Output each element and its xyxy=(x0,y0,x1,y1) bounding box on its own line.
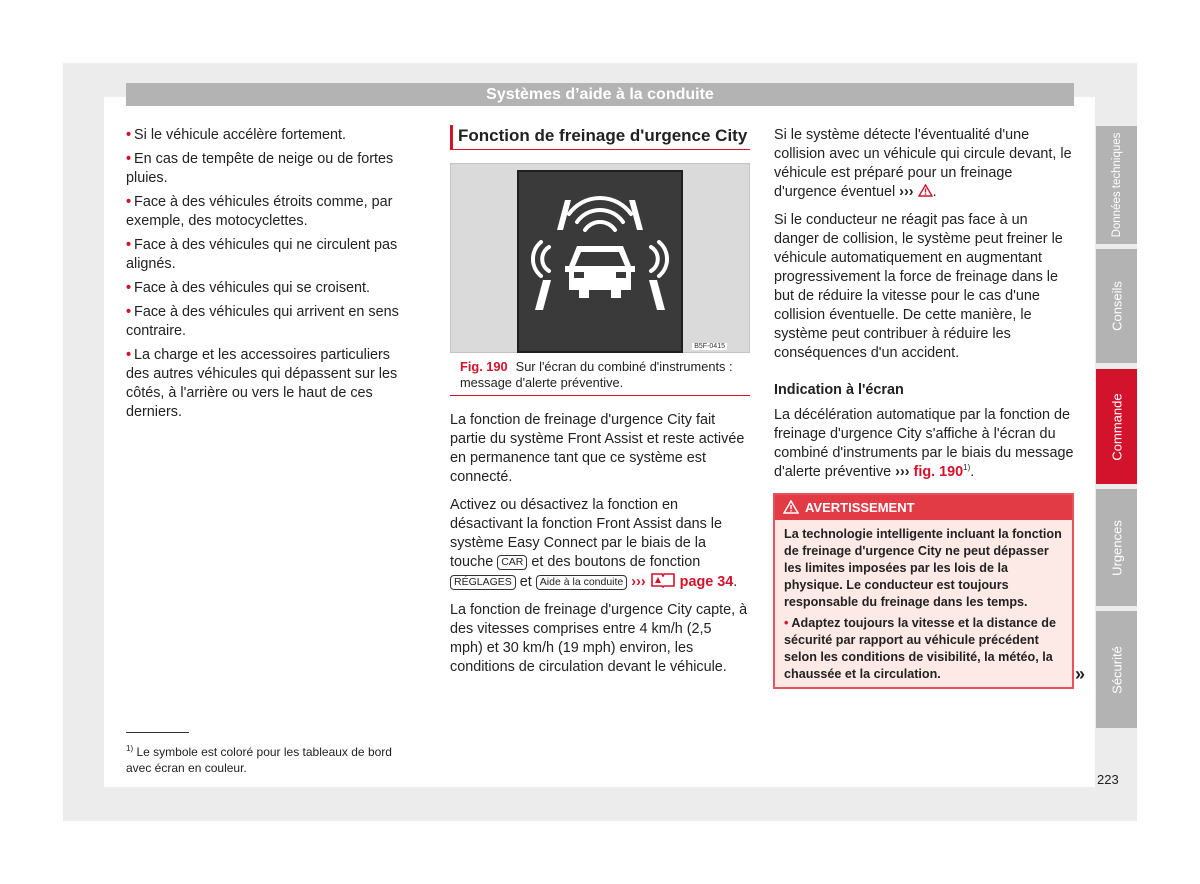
warning-triangle-icon xyxy=(918,184,933,197)
section-body xyxy=(450,411,748,686)
page-reference-link[interactable]: page 34 xyxy=(679,574,734,590)
warning-body xyxy=(775,520,1072,683)
tab-conseils[interactable]: Conseils xyxy=(1096,249,1137,363)
continue-icon: » xyxy=(1075,664,1086,684)
list-item: • La charge et les accessoires particuliers des autres véhicules qui dépassent sur les côtés, à l'arrière ou vers le haut de ces derniers. xyxy=(126,347,398,420)
warning-box xyxy=(773,493,1074,689)
city-emergency-brake-icon xyxy=(519,172,681,351)
figure-190 xyxy=(450,163,750,353)
footnote: $^{1)}$ Le symbole est coloré pour les tableaux de bord avec écran en couleur. xyxy=(126,744,392,775)
paragraph: Activez ou désactivez la fonction en désactivant la fonction Front Assist dans le système Easy Connect par le biais de la touche CAR et des boutons de fonction RÉGLAGES et Aide à la conduite ››› page 34. xyxy=(450,497,738,590)
list-item: • Face à des véhicules qui ne circulent pas alignés. xyxy=(126,237,398,272)
tab-commande[interactable]: Commande xyxy=(1096,369,1137,484)
tab-urgences[interactable]: Urgences xyxy=(1096,489,1137,606)
tab-donnees-techniques[interactable]: Données techniques xyxy=(1096,126,1137,244)
list-item: • En cas de tempête de neige ou de fortes pluies. xyxy=(126,151,394,186)
footnote-divider xyxy=(126,732,189,733)
bullet-icon: • xyxy=(126,304,132,320)
paragraph: La fonction de freinage d'urgence City capte, à des vitesses comprises entre 4 km/h (2,5 mph) et 30 km/h (19 mph) environ, les conditions de circulation devant le véhicule. xyxy=(450,602,748,675)
subheading: Indication à l'écran xyxy=(774,382,904,398)
bullet-icon: • xyxy=(126,127,132,143)
figure-reference-link[interactable]: fig. 190 xyxy=(913,464,964,480)
chapter-header: Systèmes d’aide à la conduite xyxy=(126,83,1074,106)
figure-caption: Fig. 190 Sur l'écran du combiné d'instruments : message d'alerte préventive. xyxy=(450,353,750,396)
reglages-key: RÉGLAGES xyxy=(450,575,516,590)
book-warning-icon xyxy=(650,572,676,588)
list-item: • Face à des véhicules qui se croisent. xyxy=(126,280,371,296)
column-3 xyxy=(774,126,1074,491)
paragraph: Si le système détecte l'éventualité d'une collision avec un véhicule qui circule devant, le véhicule est préparé pour un freinage d'urgence éventuel ››› . xyxy=(774,127,1072,200)
bullet-icon: • xyxy=(784,616,789,630)
list-item: • Face à des véhicules étroits comme, par exemple, des motocyclettes. xyxy=(126,194,393,229)
bullet-icon: • xyxy=(126,151,132,167)
bullet-icon: • xyxy=(126,194,132,210)
bullet-icon: • xyxy=(126,347,132,363)
warning-paragraph: La technologie intelligente incluant la fonction de freinage d'urgence City ne peut dépasser les limites imposées par les lois de la physique. Le conducteur est toujours responsable du freinage dans les temps. xyxy=(784,527,1062,609)
warning-triangle-icon xyxy=(783,500,799,514)
bullet-icon: • xyxy=(126,237,132,253)
warning-header: AVERTISSEMENT xyxy=(775,495,1072,520)
title-divider xyxy=(450,149,750,150)
reference-arrows: ››› xyxy=(895,464,910,480)
bullet-list xyxy=(126,126,410,427)
list-item: • Face à des véhicules qui arrivent en sens contraire. xyxy=(126,304,399,339)
figure-label: Fig. 190 xyxy=(460,359,508,374)
paragraph: Si le conducteur ne réagit pas face à un danger de collision, le système peut freiner le véhicule automatiquement en augmentant progressivement la force de freinage dans le but de réduire la vitesse pour le cas d'une collision éventuelle. De cette manière, le système peut contribuer à réduire les conséquences d'un accident. xyxy=(774,212,1063,361)
reference-arrows: ››› xyxy=(899,184,914,200)
reference-arrows: ››› xyxy=(631,574,646,590)
instrument-display xyxy=(517,170,683,353)
aide-conduite-key: Aide à la conduite xyxy=(536,575,627,590)
tab-securite[interactable]: Sécurité xyxy=(1096,611,1137,728)
bullet-icon: • xyxy=(126,280,132,296)
warning-paragraph: • Adaptez toujours la vitesse et la distance de sécurité par rapport au véhicule précédent selon les conditions de visibilité, la météo, la chaussée et la circulation. xyxy=(784,616,1056,681)
figure-code: B5F-0415 xyxy=(694,343,725,350)
list-item: • Si le véhicule accélère fortement. xyxy=(126,127,347,143)
paragraph: La décélération automatique par la fonction de freinage d'urgence City s'affiche à l'écran du combiné d'instruments par le biais du message d'alerte préventive ››› fig. 190$^{1)}$. xyxy=(774,407,1074,480)
paragraph: La fonction de freinage d'urgence City fait partie du système Front Assist et reste activée en permanence tant que ce système est connecté. xyxy=(450,412,745,485)
page-number: 223 xyxy=(1097,772,1119,787)
section-title: Fonction de freinage d'urgence City xyxy=(458,126,748,145)
car-key: CAR xyxy=(497,555,527,570)
